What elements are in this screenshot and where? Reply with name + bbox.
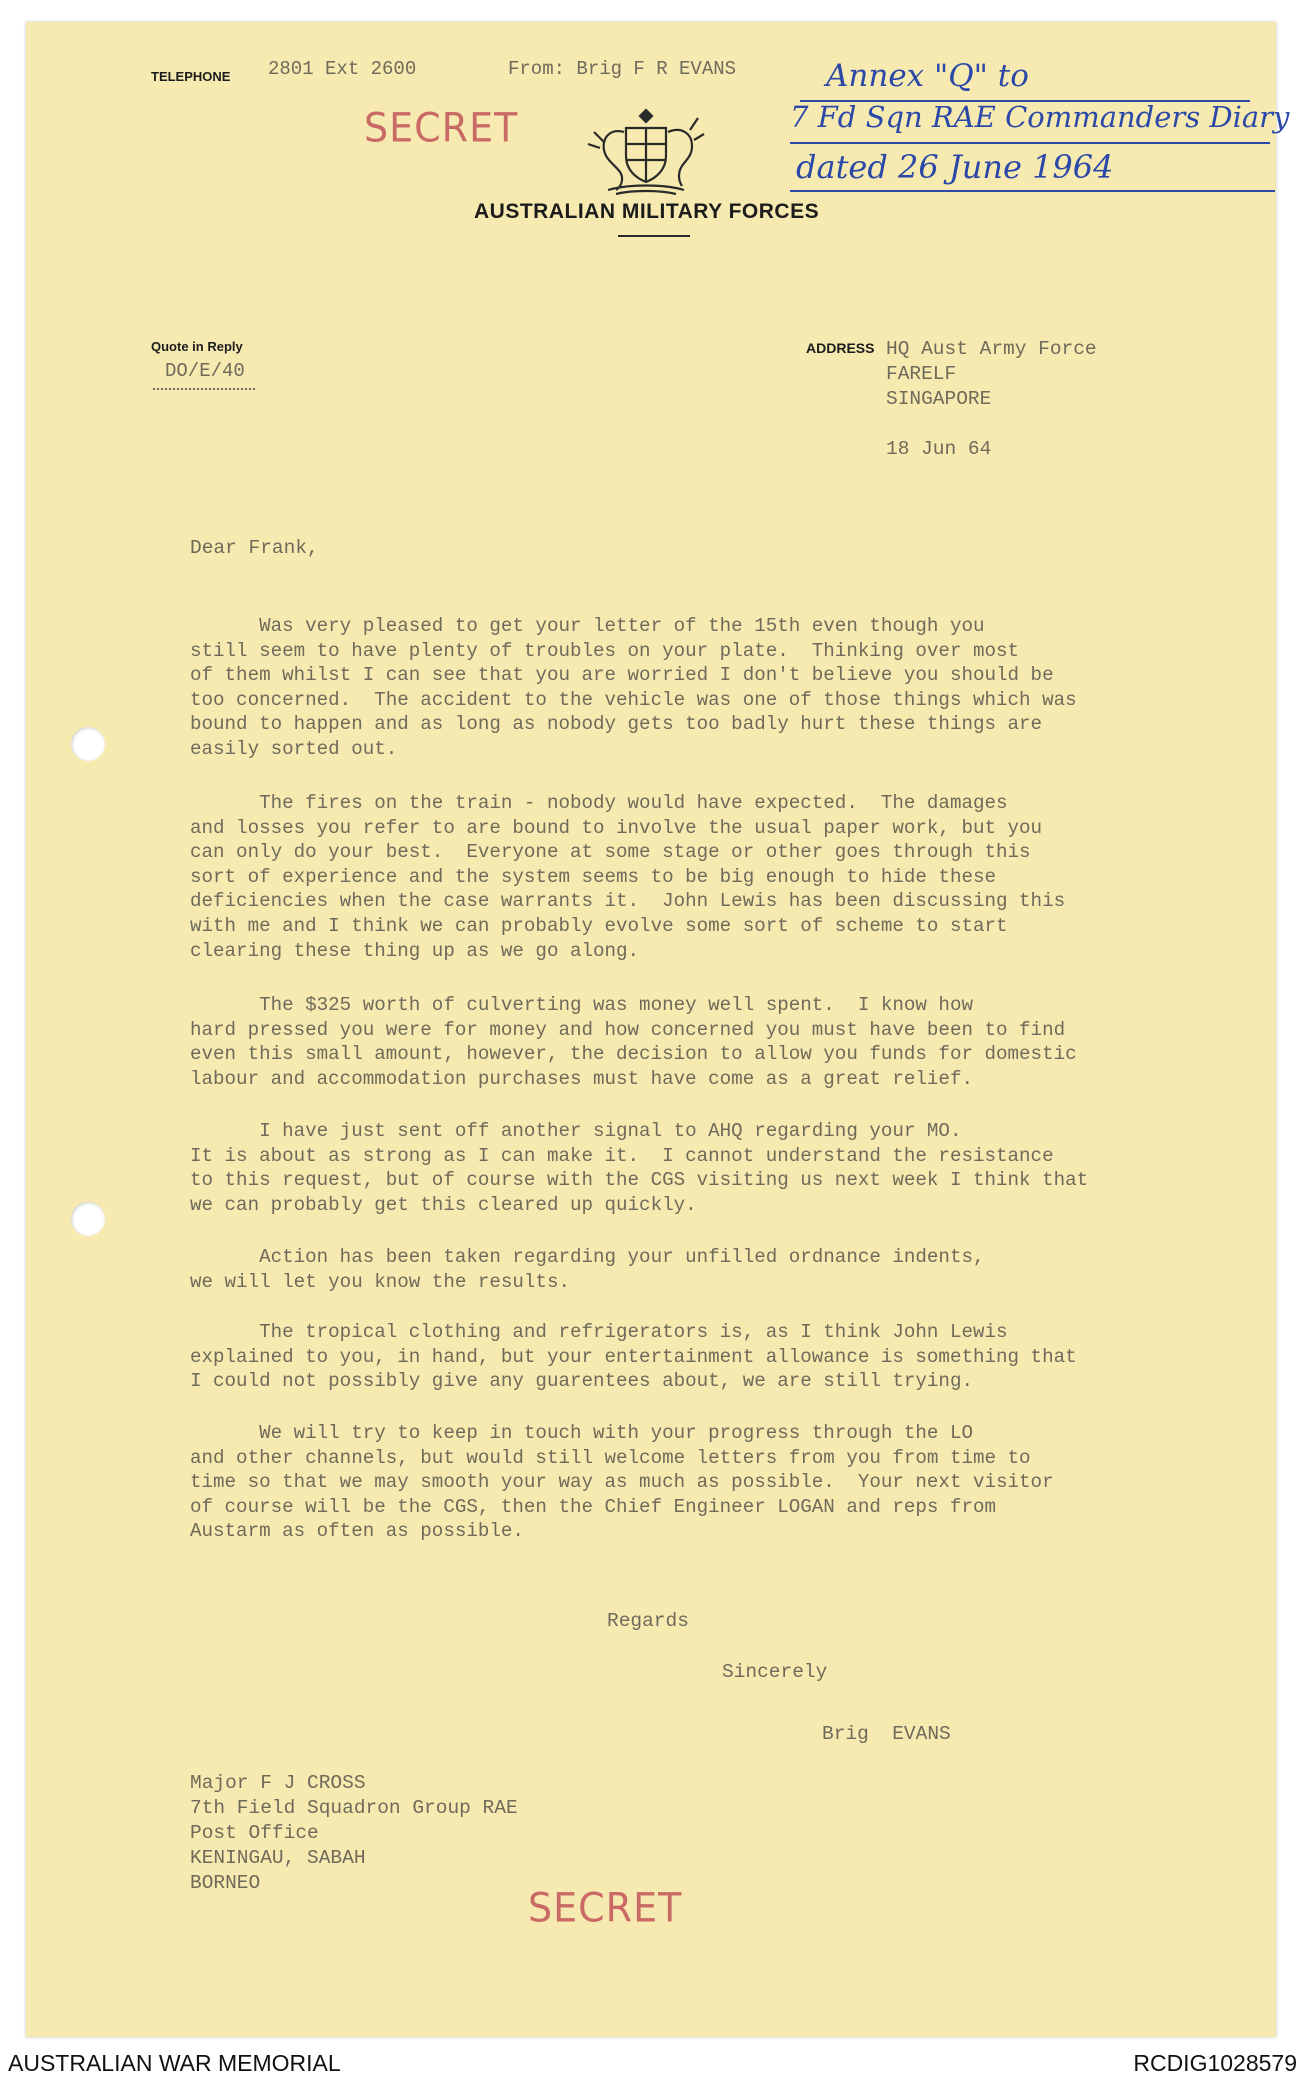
address-line-2: FARELF: [886, 363, 957, 385]
handwritten-annotation-line2: 7 Fd Sqn RAE Commanders Diary: [790, 100, 1290, 134]
paragraph-4: I have just sent off another signal to AHQ regarding your MO. It is about as strong as I can make it. I cannot understand the resistance to this request, but of course with the CGS visiting us next week I think that we can probably get this cleared up quickly.: [190, 1120, 1089, 1216]
recipient-line-3: Post Office: [190, 1822, 319, 1844]
salutation: Dear Frank,: [190, 537, 319, 559]
closing-sincerely: Sincerely: [722, 1661, 828, 1683]
org-name: AUSTRALIAN MILITARY FORCES: [474, 200, 820, 223]
telephone-label: TELEPHONE: [151, 69, 231, 84]
signature-block: Brig EVANS: [822, 1723, 951, 1745]
paragraph-5: Action has been taken regarding your unfilled ordnance indents, we will let you know the results.: [190, 1246, 985, 1293]
paragraph-7: We will try to keep in touch with your progress through the LO and other channels, but would still welcome letters from you from time to time so that we may smooth your way as much as possible. Your next visitor of course will be the CGS, then the Chief Engineer LOGAN and reps from Austarm as often as possible.: [190, 1422, 1054, 1543]
handwritten-annotation-line1: Annex "Q" to: [826, 58, 1029, 94]
paragraph-2: The fires on the train - nobody would have expected. The damages and losses you refer to are bound to involve the usual paper work, but you can only do your best. Everyone at some stage or other goes through this sort of experience and the system seems to be big enough to hide these deficiencies when the case warrants it. John Lewis has been discussing this with me and I think we can probably evolve some sort of scheme to start clearing these thing up as we go along.: [190, 792, 1066, 962]
recipient-line-1: Major F J CROSS: [190, 1772, 366, 1794]
org-name-underline: [618, 235, 690, 237]
paragraph-3: The $325 worth of culverting was money well spent. I know how hard pressed you were for money and how concerned you must have been to find even this small amount, however, the decision to allow you funds for domestic labour and accommodation purchases must have come as a great relief.: [190, 994, 1077, 1090]
closing-regards: Regards: [607, 1610, 689, 1632]
quote-in-reply-label: Quote in Reply: [151, 339, 243, 354]
telephone-number: 2801 Ext 2600: [268, 58, 417, 80]
footer-institution: AUSTRALIAN WAR MEMORIAL: [8, 2050, 341, 2076]
recipient-line-2: 7th Field Squadron Group RAE: [190, 1797, 518, 1819]
reference-dotted-line: [153, 388, 255, 390]
reference-number: DO/E/40: [165, 360, 245, 382]
address-label: ADDRESS: [806, 340, 875, 356]
recipient-line-4: KENINGAU, SABAH: [190, 1847, 366, 1869]
annotation-underline-2: [790, 142, 1270, 144]
letter-date: 18 Jun 64: [886, 438, 992, 460]
secret-stamp-top: SECRET: [364, 104, 519, 152]
address-line-1: HQ Aust Army Force: [886, 338, 1097, 360]
punch-hole-bottom: [71, 1202, 105, 1236]
paragraph-6: The tropical clothing and refrigerators is, as I think John Lewis explained to you, in hand, but your entertainment allowance is something that I could not possibly give any guarentees about, we are still trying.: [190, 1321, 1077, 1393]
handwritten-annotation-line3: dated 26 June 1964: [796, 148, 1114, 186]
paragraph-1: Was very pleased to get your letter of the 15th even though you still seem to have plenty of troubles on your plate. Thinking over most of them whilst I can see that you are worried I don't believe you should be too concerned. The accident to the vehicle was one of those things which was bound to happen and as long as nobody gets too badly hurt these things are easily sorted out.: [190, 615, 1077, 760]
recipient-line-5: BORNEO: [190, 1872, 261, 1894]
footer-record-id: RCDIG1028579: [1133, 2050, 1297, 2076]
secret-stamp-bottom: SECRET: [528, 1884, 683, 1932]
address-line-3: SINGAPORE: [886, 388, 992, 410]
annotation-underline-3: [790, 190, 1275, 192]
coat-of-arms-emblem: [586, 102, 706, 202]
from-line: From: Brig F R EVANS: [508, 58, 737, 80]
punch-hole-top: [71, 727, 105, 761]
